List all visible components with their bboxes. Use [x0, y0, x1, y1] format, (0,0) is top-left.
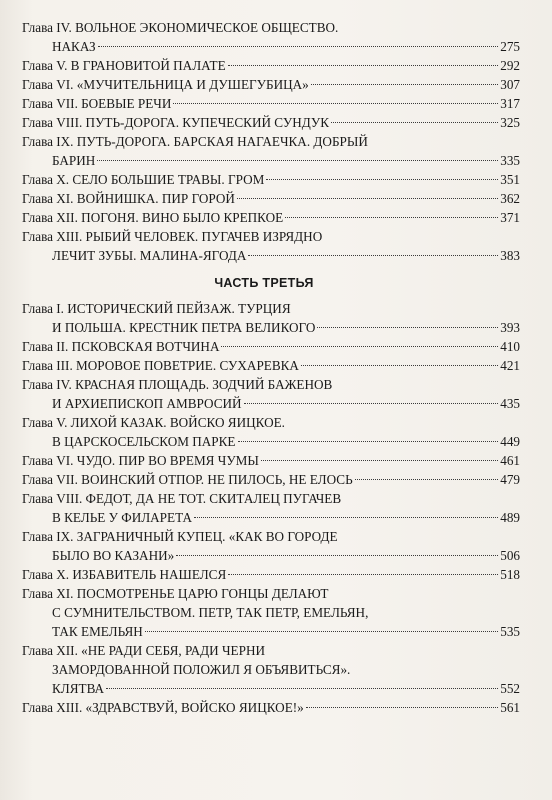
chapter-title-text: КЛЯТВА	[52, 681, 105, 696]
page-number: 275	[500, 39, 520, 54]
page-number: 371	[500, 210, 520, 225]
chapter-title-text: Глава VII. БОЕВЫЕ РЕЧИ	[22, 96, 172, 111]
toc-entry[interactable]	[22, 375, 520, 413]
chapter-title-text: Глава VIII. ФЕДОТ, ДА НЕ ТОТ. СКИТАЛЕЦ ПУГАЧЕВ	[22, 491, 342, 506]
toc-entry-line	[22, 679, 520, 698]
dot-leader	[145, 631, 498, 632]
chapter-title-text: Глава XI. ПОСМОТРЕНЬЕ ЦАРЮ ГОНЦЫ ДЕЛАЮТ	[22, 586, 329, 601]
page-number: 461	[500, 453, 520, 468]
toc-entry-line	[22, 641, 520, 660]
toc-entry[interactable]	[22, 641, 520, 698]
dot-leader	[311, 84, 498, 85]
toc-entry[interactable]	[22, 584, 520, 641]
toc-entry-line	[22, 113, 520, 132]
chapter-title-text: Глава IX. ПУТЬ-ДОРОГА. БАРСКАЯ НАГАЕЧКА. ДОБРЫЙ	[22, 134, 368, 149]
dot-leader	[237, 198, 498, 199]
toc-entry-line	[22, 337, 520, 356]
toc-entry-line	[22, 299, 520, 318]
part-heading: ЧАСТЬ ТРЕТЬЯ	[214, 276, 314, 290]
toc-entry-line	[22, 394, 520, 413]
dot-leader	[317, 327, 498, 328]
chapter-title-text: И АРХИЕПИСКОП АМВРОСИЙ	[52, 396, 242, 411]
chapter-title-text: ТАК ЕМЕЛЬЯН	[52, 624, 143, 639]
toc-entry[interactable]	[22, 18, 520, 56]
chapter-title-text: Глава I. ИСТОРИЧЕСКИЙ ПЕЙЗАЖ. ТУРЦИЯ	[22, 301, 291, 316]
toc-entry[interactable]	[22, 227, 520, 265]
dot-leader	[355, 479, 499, 480]
chapter-title-text: Глава XII. ПОГОНЯ. ВИНО БЫЛО КРЕПКОЕ	[22, 210, 284, 225]
dot-leader	[228, 65, 499, 66]
toc-entry-line	[22, 18, 520, 37]
page-number: 449	[500, 434, 520, 449]
page-number: 479	[500, 472, 520, 487]
toc-entry-line	[22, 527, 520, 546]
dot-leader	[331, 122, 498, 123]
chapter-title-text: Глава IX. ЗАГРАНИЧНЫЙ КУПЕЦ. «КАК ВО ГОРОДЕ	[22, 529, 338, 544]
dot-leader	[176, 555, 498, 556]
dot-leader	[228, 574, 498, 575]
toc-entry-line	[22, 356, 520, 375]
toc-entry-line	[22, 470, 520, 489]
chapter-title-text: В КЕЛЬЕ У ФИЛАРЕТА	[52, 510, 192, 525]
toc-entry-line	[22, 622, 520, 641]
toc-entry-line	[22, 489, 520, 508]
toc-entry[interactable]	[22, 189, 520, 208]
page-number: 421	[500, 358, 520, 373]
chapter-title-text: ЗАМОРДОВАННОЙ ПОЛОЖИЛ Я ОБЪЯВИТЬСЯ».	[52, 662, 351, 677]
chapter-title-text: Глава III. МОРОВОЕ ПОВЕТРИЕ. СУХАРЕВКА	[22, 358, 299, 373]
toc-entry[interactable]	[22, 208, 520, 227]
chapter-title-text: Глава V. В ГРАНОВИТОЙ ПАЛАТЕ	[22, 58, 226, 73]
toc-entry-line	[22, 75, 520, 94]
toc-entry-line	[22, 227, 520, 246]
page-number: 518	[500, 567, 520, 582]
toc-entry-line	[22, 413, 520, 432]
toc-entry[interactable]	[22, 337, 520, 356]
chapter-title-text: Глава XIII. «ЗДРАВСТВУЙ, ВОЙСКО ЯИЦКОЕ!»	[22, 700, 304, 715]
chapter-title-text: Глава X. СЕЛО БОЛЬШИЕ ТРАВЫ. ГРОМ	[22, 172, 265, 187]
dot-leader	[285, 217, 498, 218]
toc-entry-line	[22, 37, 520, 56]
toc-entry-line	[22, 94, 520, 113]
toc-entry-line	[22, 432, 520, 451]
toc-entry[interactable]	[22, 527, 520, 565]
chapter-title-text: НАКАЗ	[52, 39, 96, 54]
table-of-contents	[22, 18, 520, 717]
chapter-title-text: Глава VIII. ПУТЬ-ДОРОГА. КУПЕЧЕСКИЙ СУНДУК	[22, 115, 330, 130]
dot-leader	[238, 441, 499, 442]
chapter-title-text: С СУМНИТЕЛЬСТВОМ. ПЕТР, ТАК ПЕТР, ЕМЕЛЬЯН,	[52, 605, 369, 620]
dot-leader	[248, 255, 498, 256]
chapter-title-text: Глава XI. ВОЙНИШКА. ПИР ГОРОЙ	[22, 191, 235, 206]
chapter-title-text: Глава II. ПСКОВСКАЯ ВОТЧИНА	[22, 339, 220, 354]
dot-leader	[306, 707, 498, 708]
chapter-title-text: ЛЕЧИТ ЗУБЫ. МАЛИНА-ЯГОДА	[52, 248, 247, 263]
page-number: 383	[500, 248, 520, 263]
toc-entry-line	[22, 56, 520, 75]
toc-entry-line	[22, 132, 520, 151]
chapter-title-text: Глава VI. ЧУДО. ПИР ВО ВРЕМЯ ЧУМЫ	[22, 453, 259, 468]
dot-leader	[173, 103, 498, 104]
toc-entry[interactable]	[22, 451, 520, 470]
chapter-title-text: Глава XIII. РЫБИЙ ЧЕЛОВЕК. ПУГАЧЕВ ИЗРЯДНО	[22, 229, 323, 244]
toc-entry[interactable]	[22, 56, 520, 75]
dot-leader	[98, 46, 499, 47]
toc-entry[interactable]	[22, 132, 520, 170]
chapter-title-text: Глава V. ЛИХОЙ КАЗАК. ВОЙСКО ЯИЦКОЕ.	[22, 415, 285, 430]
toc-entry[interactable]	[22, 489, 520, 527]
toc-entry-line	[22, 584, 520, 603]
chapter-title-text: Глава IV. ВОЛЬНОЕ ЭКОНОМИЧЕСКОЕ ОБЩЕСТВО.	[22, 20, 339, 35]
toc-entry[interactable]	[22, 470, 520, 489]
chapter-title-text: Глава XII. «НЕ РАДИ СЕБЯ, РАДИ ЧЕРНИ	[22, 643, 265, 658]
toc-entry-line	[22, 246, 520, 265]
toc-entry-line	[22, 151, 520, 170]
chapter-title-text: И ПОЛЬША. КРЕСТНИК ПЕТРА ВЕЛИКОГО	[52, 320, 316, 335]
dot-leader	[266, 179, 498, 180]
page-number: 435	[500, 396, 520, 411]
page-number: 561	[500, 700, 520, 715]
toc-entry[interactable]	[22, 113, 520, 132]
toc-entry[interactable]	[22, 170, 520, 189]
toc-entry[interactable]	[22, 356, 520, 375]
chapter-title-text: В ЦАРСКОСЕЛЬСКОМ ПАРКЕ	[52, 434, 236, 449]
toc-entry-line	[22, 508, 520, 527]
toc-entry-line	[22, 170, 520, 189]
page-number: 351	[500, 172, 520, 187]
page-number: 535	[500, 624, 520, 639]
dot-leader	[261, 460, 498, 461]
toc-entry-line	[22, 565, 520, 584]
page-number: 410	[500, 339, 520, 354]
toc-entry[interactable]	[22, 94, 520, 113]
toc-entry-line	[22, 375, 520, 394]
toc-entry-line	[22, 208, 520, 227]
toc-entry-line	[22, 660, 520, 679]
chapter-title-text: Глава X. ИЗБАВИТЕЛЬ НАШЕЛСЯ	[22, 567, 227, 582]
dot-leader	[106, 688, 498, 689]
dot-leader	[221, 346, 498, 347]
toc-entry[interactable]	[22, 75, 520, 94]
chapter-title-text: Глава VI. «МУЧИТЕЛЬНИЦА И ДУШЕГУБИЦА»	[22, 77, 309, 92]
chapter-title-text: Глава IV. КРАСНАЯ ПЛОЩАДЬ. ЗОДЧИЙ БАЖЕНОВ	[22, 377, 333, 392]
dot-leader	[97, 160, 498, 161]
toc-entry-line	[22, 189, 520, 208]
page-number: 317	[500, 96, 520, 111]
page-number: 307	[500, 77, 520, 92]
toc-entry-line	[22, 546, 520, 565]
toc-entry[interactable]	[22, 299, 520, 337]
chapter-title-text: Глава VII. ВОИНСКИЙ ОТПОР. НЕ ПИЛОСЬ, НЕ ЕЛОСЬ	[22, 472, 353, 487]
toc-entry-line	[22, 451, 520, 470]
page-number: 335	[500, 153, 520, 168]
page-number: 489	[500, 510, 520, 525]
toc-entry-line	[22, 318, 520, 337]
page-number: 362	[500, 191, 520, 206]
page-number: 325	[500, 115, 520, 130]
toc-entry[interactable]	[22, 698, 520, 717]
toc-entry[interactable]	[22, 413, 520, 451]
page-number: 552	[500, 681, 520, 696]
chapter-title-text: БЫЛО ВО КАЗАНИ»	[52, 548, 175, 563]
page-number: 506	[500, 548, 520, 563]
toc-entry[interactable]	[22, 565, 520, 584]
dot-leader	[194, 517, 498, 518]
chapter-title-text: БАРИН	[52, 153, 96, 168]
toc-entry-line	[22, 698, 520, 717]
toc-entry-line	[22, 603, 520, 622]
page-number: 292	[500, 58, 520, 73]
dot-leader	[244, 403, 499, 404]
page-number: 393	[500, 320, 520, 335]
dot-leader	[301, 365, 498, 366]
